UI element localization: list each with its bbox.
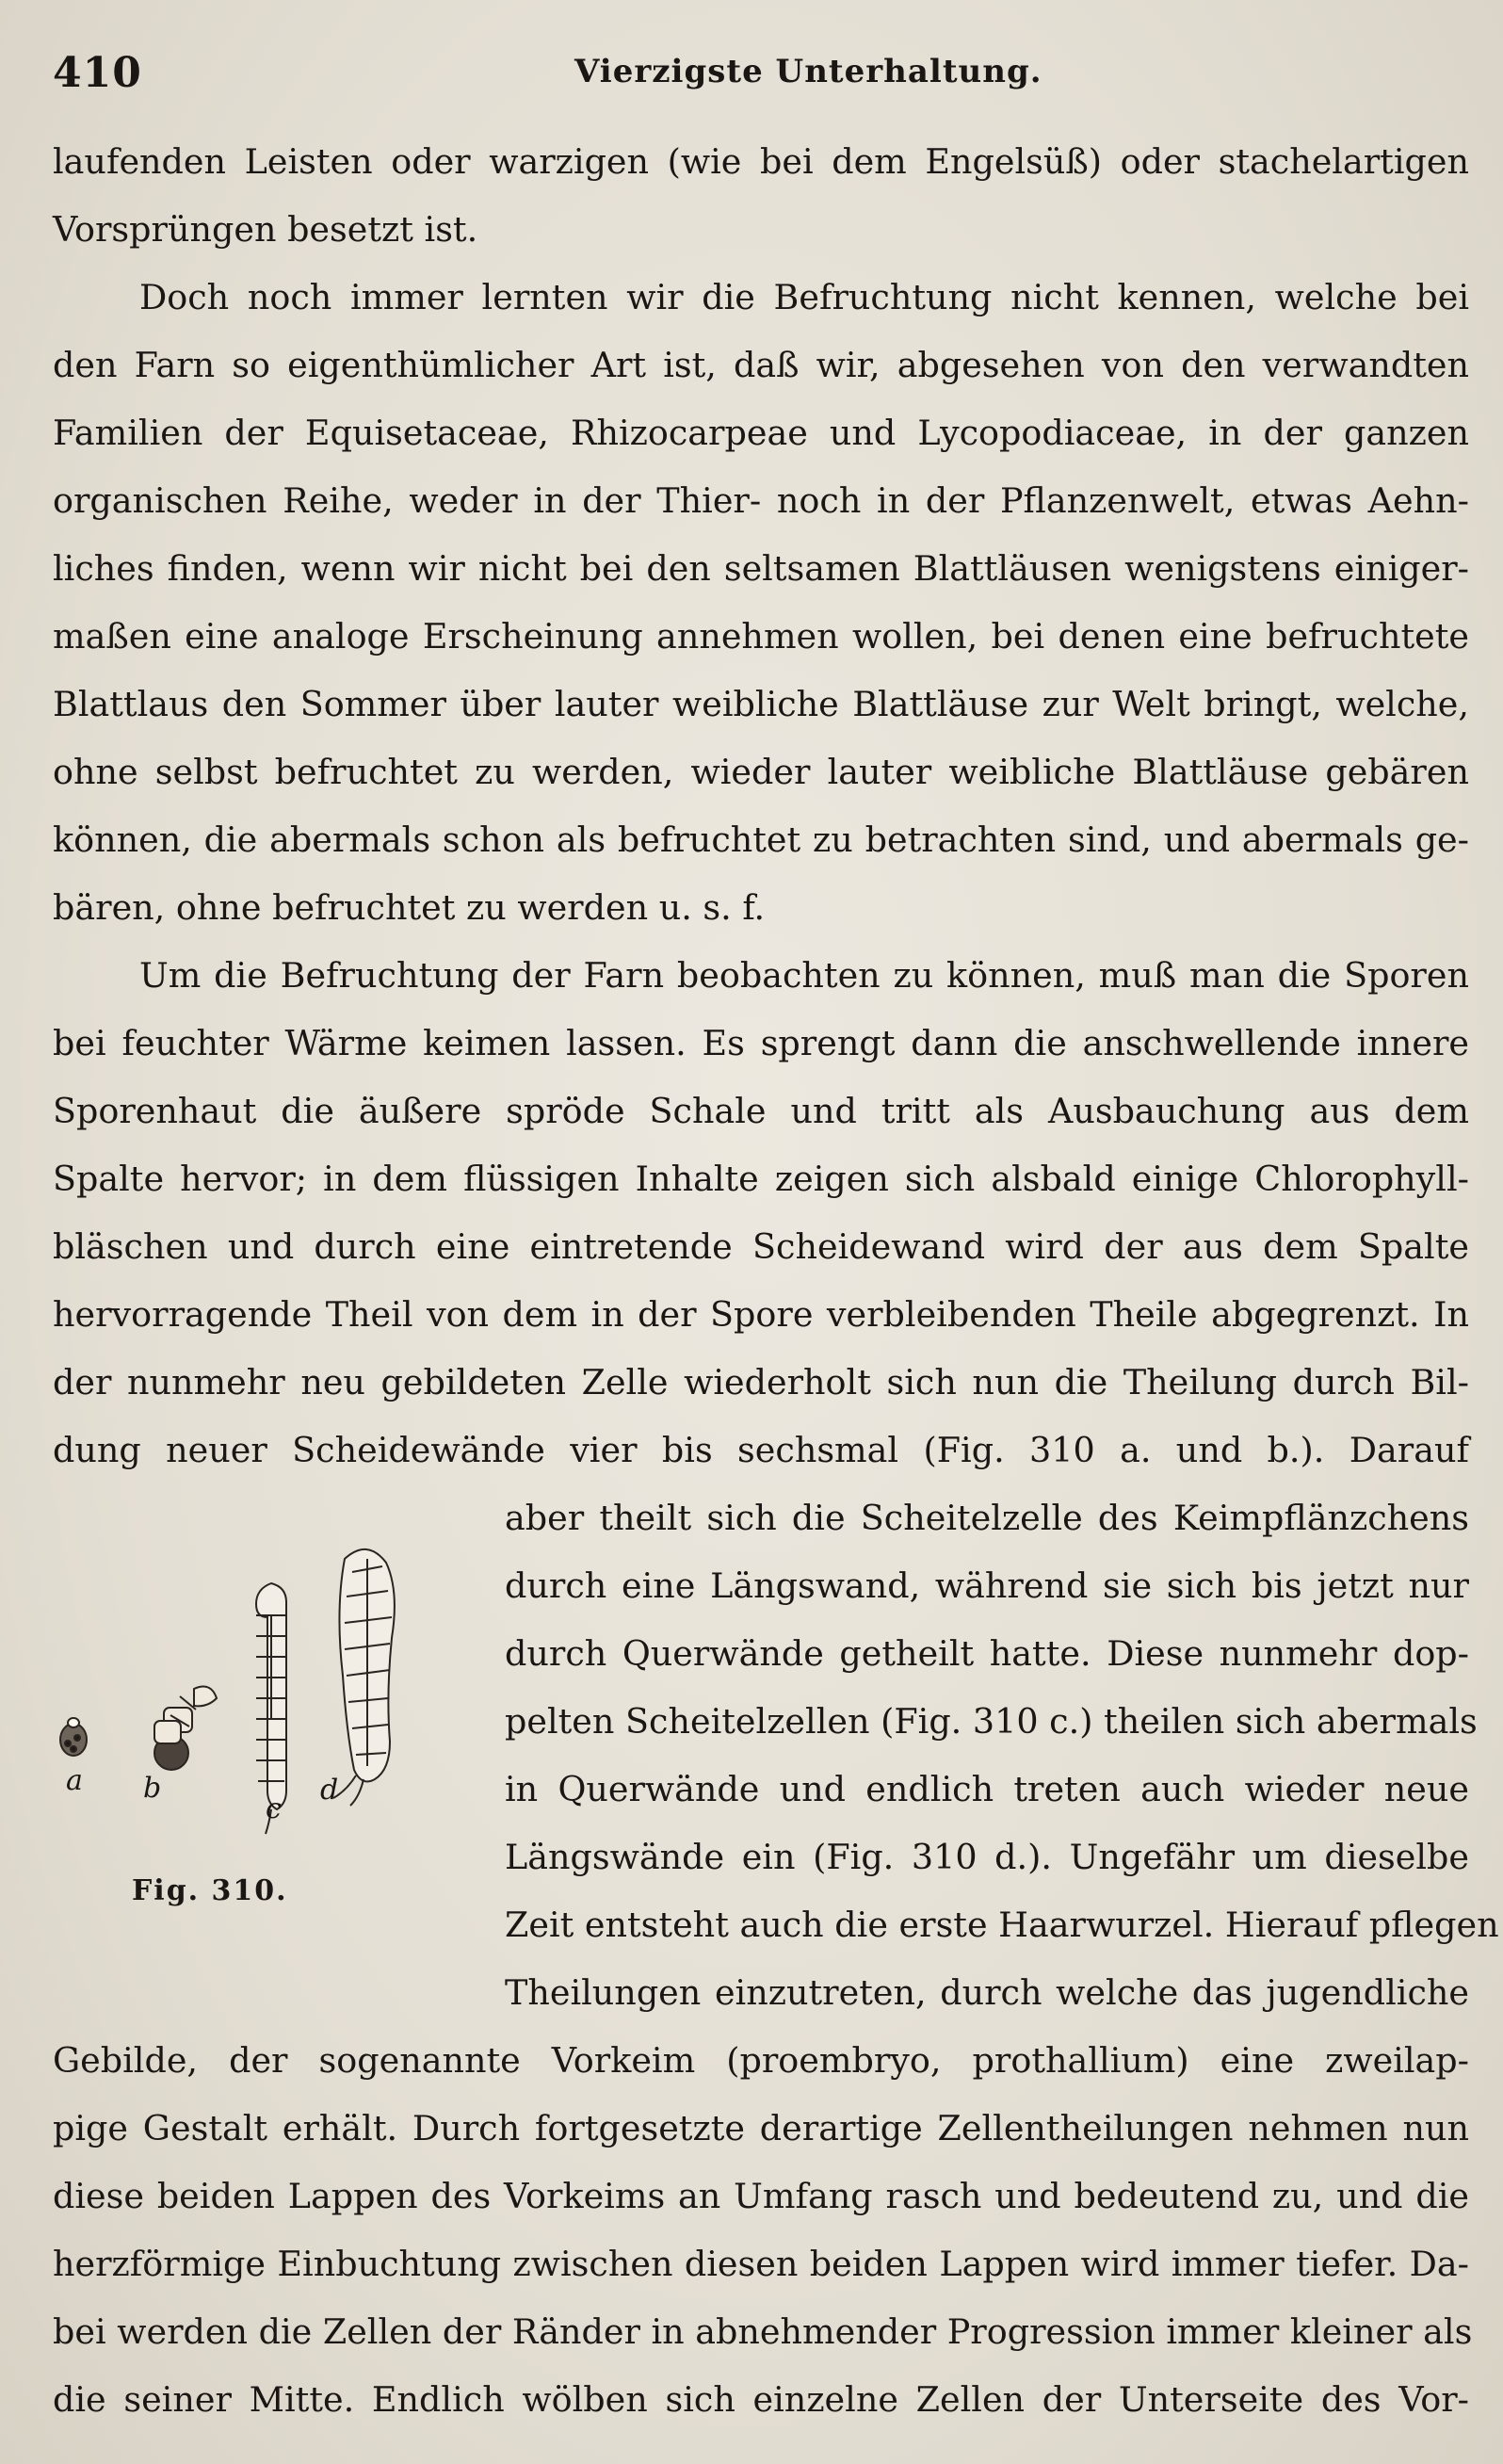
figure-caption: Fig. 310. xyxy=(132,1874,288,1907)
text-line: laufenden Leisten oder warzigen (wie bei dem Engelsüß) oder stachelartigen xyxy=(53,141,1469,182)
text-line: der nunmehr neu gebildeten Zelle wiederholt sich nun die Theilung durch Bil- xyxy=(53,1362,1469,1402)
text-line: können, die abermals schon als befruchtet zu betrachten sind, und abermals ge- xyxy=(53,819,1469,860)
fern-germination-illustration xyxy=(53,1531,420,1870)
text-line: Doch noch immer lernten wir die Befruchtung nicht kennen, welche bei xyxy=(139,277,1469,317)
text-line: bei feuchter Wärme keimen lassen. Es sprengt dann die anschwellende innere xyxy=(53,1023,1469,1063)
text-line: Theilungen einzutreten, durch welche das jugendliche xyxy=(505,1972,1469,2013)
text-line: den Farn so eigenthümlicher Art ist, daß wir, abgesehen von den verwandten xyxy=(53,345,1469,385)
text-line: Vorsprüngen besetzt ist. xyxy=(53,209,478,250)
text-line: Blattlaus den Sommer über lauter weibliche Blattläuse zur Welt bringt, welche, xyxy=(53,684,1469,724)
text-line: in Querwände und endlich treten auch wieder neue xyxy=(505,1769,1469,1809)
figure-label-b: b xyxy=(143,1772,162,1805)
text-line: durch eine Längswand, während sie sich bis jetzt nur xyxy=(505,1565,1469,1606)
text-line: die seiner Mitte. Endlich wölben sich einzelne Zellen der Unterseite des Vor- xyxy=(53,2379,1469,2420)
text-line: Spalte hervor; in dem flüssigen Inhalte zeigen sich alsbald einige Chlorophyll- xyxy=(53,1159,1469,1199)
prothallium-d xyxy=(333,1549,395,1806)
text-line: bei werden die Zellen der Ränder in abnehmender Progression immer kleiner als xyxy=(53,2311,1473,2352)
text-line: Gebilde, der sogenannte Vorkeim (proembryo, prothallium) eine zweilap- xyxy=(53,2040,1469,2081)
running-head: Vierzigste Unterhaltung. xyxy=(574,53,1042,90)
text-line: bläschen und durch eine eintretende Scheidewand wird der aus dem Spalte xyxy=(53,1226,1469,1267)
text-line: Sporenhaut die äußere spröde Schale und tritt als Ausbauchung aus dem xyxy=(53,1091,1469,1131)
spore-a xyxy=(60,1718,87,1756)
text-line: diese beiden Lappen des Vorkeims an Umfang rasch und bedeutend zu, und die xyxy=(53,2176,1469,2216)
sporeling-b xyxy=(154,1687,217,1770)
figure-label-c: c xyxy=(266,1792,282,1825)
text-line: herzförmige Einbuchtung zwischen diesen beiden Lappen wird immer tiefer. Da- xyxy=(53,2244,1469,2284)
figure-label-d: d xyxy=(320,1774,339,1807)
figure-label-a: a xyxy=(66,1764,83,1797)
text-line: Um die Befruchtung der Farn beobachten zu können, muß man die Sporen xyxy=(139,955,1469,996)
text-line: organischen Reihe, weder in der Thier- noch in der Pflanzenwelt, etwas Aehn- xyxy=(53,480,1469,521)
text-line: pelten Scheitelzellen (Fig. 310 c.) theilen sich abermals xyxy=(505,1701,1478,1742)
text-line: bären, ohne befruchtet zu werden u. s. f. xyxy=(53,887,766,928)
text-line: pige Gestalt erhält. Durch fortgesetzte derartige Zellentheilungen nehmen nun xyxy=(53,2108,1469,2148)
text-line: hervorragende Theil von dem in der Spore verbleibenden Theile abgegrenzt. In xyxy=(53,1294,1469,1335)
text-line: aber theilt sich die Scheitelzelle des Keimpflänzchens xyxy=(505,1498,1469,1538)
page-number: 410 xyxy=(53,49,142,97)
text-line: durch Querwände getheilt hatte. Diese nunmehr dop- xyxy=(505,1633,1469,1674)
text-line: liches finden, wenn wir nicht bei den seltsamen Blattläusen wenigstens einiger- xyxy=(53,548,1469,589)
text-line: Längswände ein (Fig. 310 d.). Ungefähr um dieselbe xyxy=(505,1837,1469,1877)
text-line: ohne selbst befruchtet zu werden, wieder lauter weibliche Blattläuse gebären xyxy=(53,752,1469,792)
text-line: maßen eine analoge Erscheinung annehmen wollen, bei denen eine befruchtete xyxy=(53,616,1469,657)
text-line: Zeit entsteht auch die erste Haarwurzel. Hierauf pflegen xyxy=(505,1905,1499,1945)
text-line: Familien der Equisetaceae, Rhizocarpeae und Lycopodiaceae, in der ganzen xyxy=(53,413,1469,453)
text-line: dung neuer Scheidewände vier bis sechsmal (Fig. 310 a. und b.). Darauf xyxy=(53,1430,1469,1470)
